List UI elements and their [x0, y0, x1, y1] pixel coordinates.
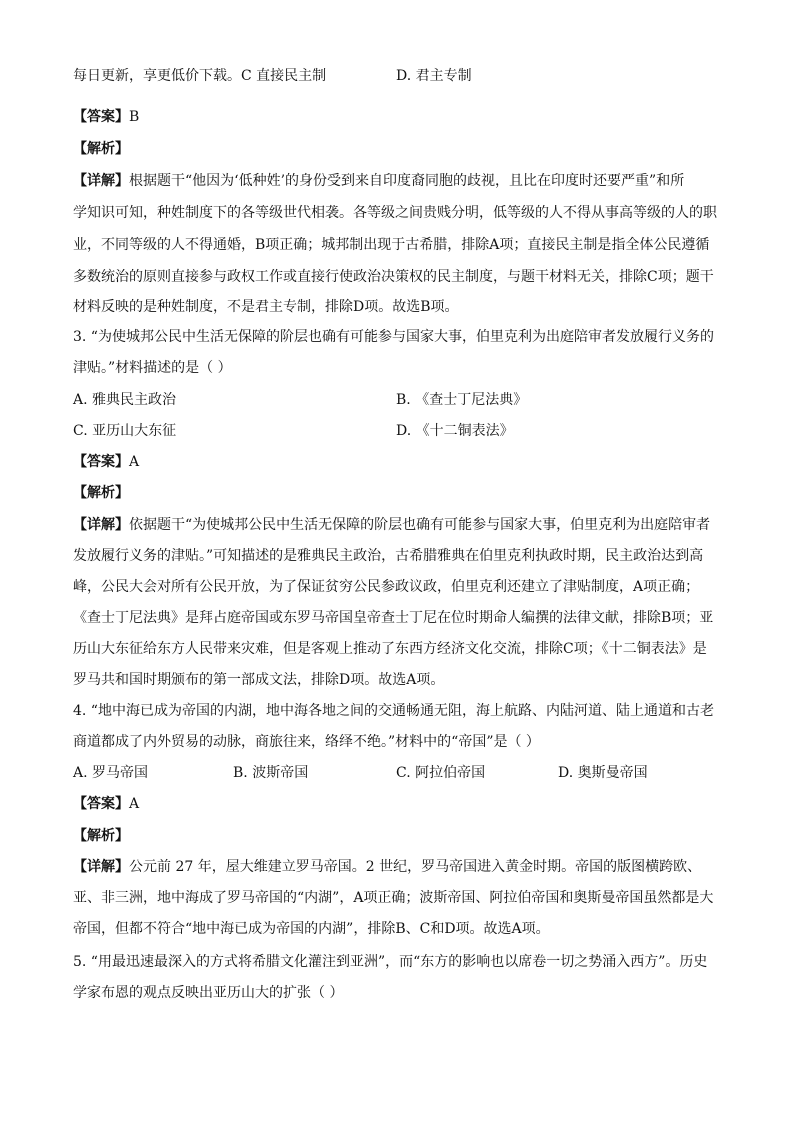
answer-tag: 【答案】: [73, 454, 129, 470]
q4-option-d: D. 奥斯曼帝国: [558, 765, 648, 781]
answer-value: A: [129, 796, 140, 812]
detail-tag: 【详解】: [73, 859, 129, 875]
q3-detail-line: 《查士丁尼法典》是拜占庭帝国或东罗马帝国皇帝查士丁尼在位时期命人编撰的法律文献，排除B项；亚: [73, 610, 714, 626]
q2-detail-line: 业，不同等级的人不得通婚，B项正确；城邦制出现于古希腊，排除A项；直接民主制是指全体公民遵循: [73, 237, 710, 253]
q2-answer: [73, 107, 139, 127]
answer-value: A: [129, 454, 140, 470]
q4-option-b: B. 波斯帝国: [233, 765, 309, 781]
q4-option-c: C. 阿拉伯帝国: [396, 765, 486, 781]
q4-answer: [73, 794, 139, 814]
answer-tag: 【答案】: [73, 796, 129, 812]
q3-stem: 津贴。”材料描述的是（ ）: [73, 360, 232, 376]
answer-tag: 【答案】: [73, 109, 129, 125]
q4-stem: 商道都成了内外贸易的动脉，商旅往来，络绎不绝。”材料中的“帝国”是（ ）: [73, 734, 540, 750]
q5-stem: 学家布恩的观点反映出亚历山大的扩张（ ）: [73, 985, 344, 1001]
q3-detail-line: 历山大东征给东方人民带来灾难，但是客观上推动了东西方经济文化交流，排除C项；《十二铜表法》是: [73, 641, 707, 657]
q3-detail-line: 罗马共和国时期颁布的第一部成文法，排除D项。故选A项。: [73, 672, 445, 688]
q3-option-a: A. 雅典民主政治: [73, 392, 177, 408]
detail-tag: 【详解】: [73, 517, 129, 533]
detail-tag: 【详解】: [73, 173, 129, 189]
q3-detail-line: [73, 515, 710, 535]
q3-answer: [73, 452, 139, 472]
q2-detail-line: [73, 171, 684, 191]
q4-detail-line: 亚、非三洲，地中海成了罗马帝国的“内湖”，A项正确；波斯帝国、阿拉伯帝国和奥斯曼帝国虽然都是大: [73, 890, 714, 906]
q2-option-d: D. 君主专制: [396, 68, 472, 84]
q2-detail-line: 材料反映的是种姓制度，不是君主专制，排除D项。故选B项。: [73, 299, 459, 315]
detail-text: 根据题干“他因为‘低种姓’的身份受到来自印度裔同胞的歧视，且比在印度时还要严重”和所: [129, 173, 685, 189]
q3-option-d: D. 《十二铜表法》: [396, 423, 514, 439]
detail-text: 公元前 27 年，屋大维建立罗马帝国。2 世纪，罗马帝国进入黄金时期。帝国的版图横跨欧、: [129, 859, 702, 875]
q4-stem: 4. “地中海已成为帝国的内湖，地中海各地之间的交通畅通无阻，海上航路、内陆河道、陆上通道和古老: [73, 703, 714, 719]
q4-option-a: A. 罗马帝国: [73, 765, 149, 781]
q4-detail-line: 帝国，但都不符合“地中海已成为帝国的内湖”，排除B、C和D项。故选A项。: [73, 921, 550, 937]
q3-analysis-tag: 【解析】: [73, 485, 129, 501]
q2-option-c-line: 每日更新，享更低价下载。C 直接民主制: [73, 68, 327, 84]
answer-value: B: [129, 109, 140, 125]
q3-detail-line: 峰，公民大会对所有公民开放，为了保证贫穷公民参政议政，伯里克利还建立了津贴制度，A项正确；: [73, 579, 700, 595]
q4-analysis-tag: 【解析】: [73, 828, 129, 844]
detail-text: 依据题干“为使城邦公民中生活无保障的阶层也确有可能参与国家大事，伯里克利为出庭陪审者: [129, 517, 711, 533]
q3-stem: 3. “为使城邦公民中生活无保障的阶层也确有可能参与国家大事，伯里克利为出庭陪审者发放履行义务的: [73, 329, 714, 345]
q5-stem: 5. “用最迅速最深入的方式将希腊文化灌注到亚洲”，而“东方的影响也以席卷一切之势涌入西方”。历史: [73, 954, 708, 970]
q4-detail-line: [73, 857, 701, 877]
q2-detail-line: 学知识可知，种姓制度下的各等级世代相袭。各等级之间贵贱分明，低等级的人不得从事高等级的人的职: [73, 205, 717, 221]
q2-analysis-tag: 【解析】: [73, 141, 129, 157]
q3-option-c: C. 亚历山大东征: [73, 423, 177, 439]
q3-option-b: B. 《查士丁尼法典》: [396, 392, 528, 408]
q3-detail-line: 发放履行义务的津贴。”可知描述的是雅典民主政治，古希腊雅典在伯里克利执政时期，民主政治达到高: [73, 548, 704, 564]
q2-detail-line: 多数统治的原则直接参与政权工作或直接行使政治决策权的民主制度，与题干材料无关，排除C项；题干: [73, 269, 714, 285]
